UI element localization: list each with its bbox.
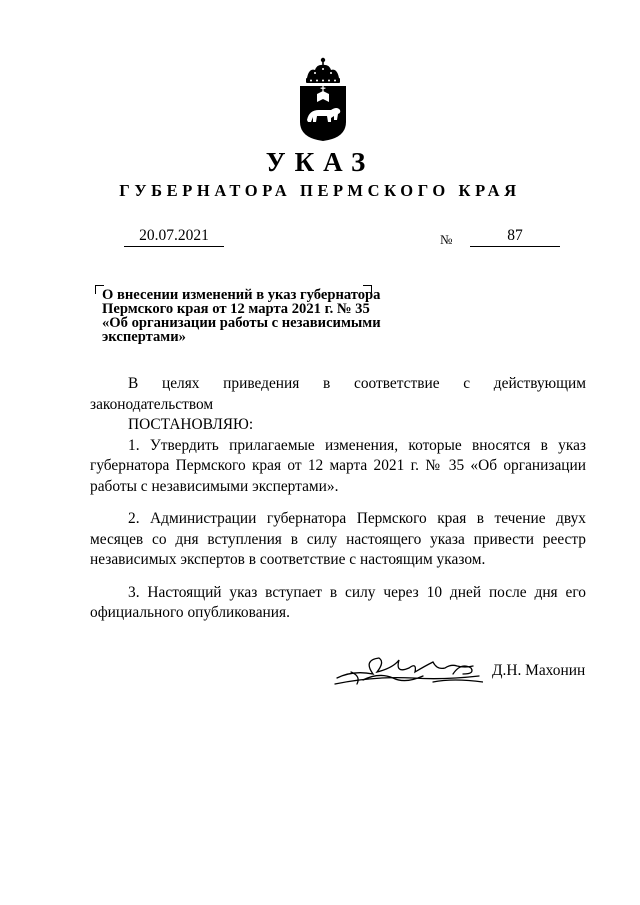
- decree-number: 87: [470, 226, 560, 247]
- decree-word: ПОСТАНОВЛЯЮ:: [128, 416, 254, 433]
- decree-number-label: №: [440, 232, 453, 247]
- clause-2: 2. Администрации губернатора Пермского края в течение двух месяцев со дня вступления в силу настоящего указа привести реестр независимых экспертов в соответствие с настоящим указом.: [90, 510, 586, 568]
- decree-body: [90, 374, 586, 624]
- heading-line: О внесении изменений в указ губернатора: [102, 287, 381, 303]
- preamble-line-2: законодательством: [90, 395, 214, 413]
- heading-line: экспертами»: [102, 329, 186, 345]
- clause-1: 1. Утвердить прилагаемые изменения, которые вносятся в указ губернатора Пермского края от 12 марта 2021 г. № 35 «Об организации работы с независимыми экспертами».: [90, 436, 586, 495]
- page-subtitle: ГУБЕРНАТОРА ПЕРМСКОГО КРАЯ: [119, 181, 521, 200]
- signer-name: Д.Н. Махонин: [492, 662, 586, 679]
- clause-3: 3. Настоящий указ вступает в силу через 10 дней после дня его официального опубликования.: [90, 583, 586, 621]
- page-title: УКАЗ: [265, 147, 375, 177]
- heading-line: Пермского края от 12 марта 2021 г. № 35: [102, 301, 370, 317]
- preamble-line-1: В целях приведения в соответствие с действующим: [128, 375, 586, 392]
- signature-icon: [333, 648, 483, 690]
- decree-heading: [102, 288, 402, 344]
- heading-line: «Об организации работы с независимыми: [102, 315, 381, 331]
- decree-date: 20.07.2021: [124, 226, 224, 247]
- coat-of-arms-icon: [297, 56, 349, 142]
